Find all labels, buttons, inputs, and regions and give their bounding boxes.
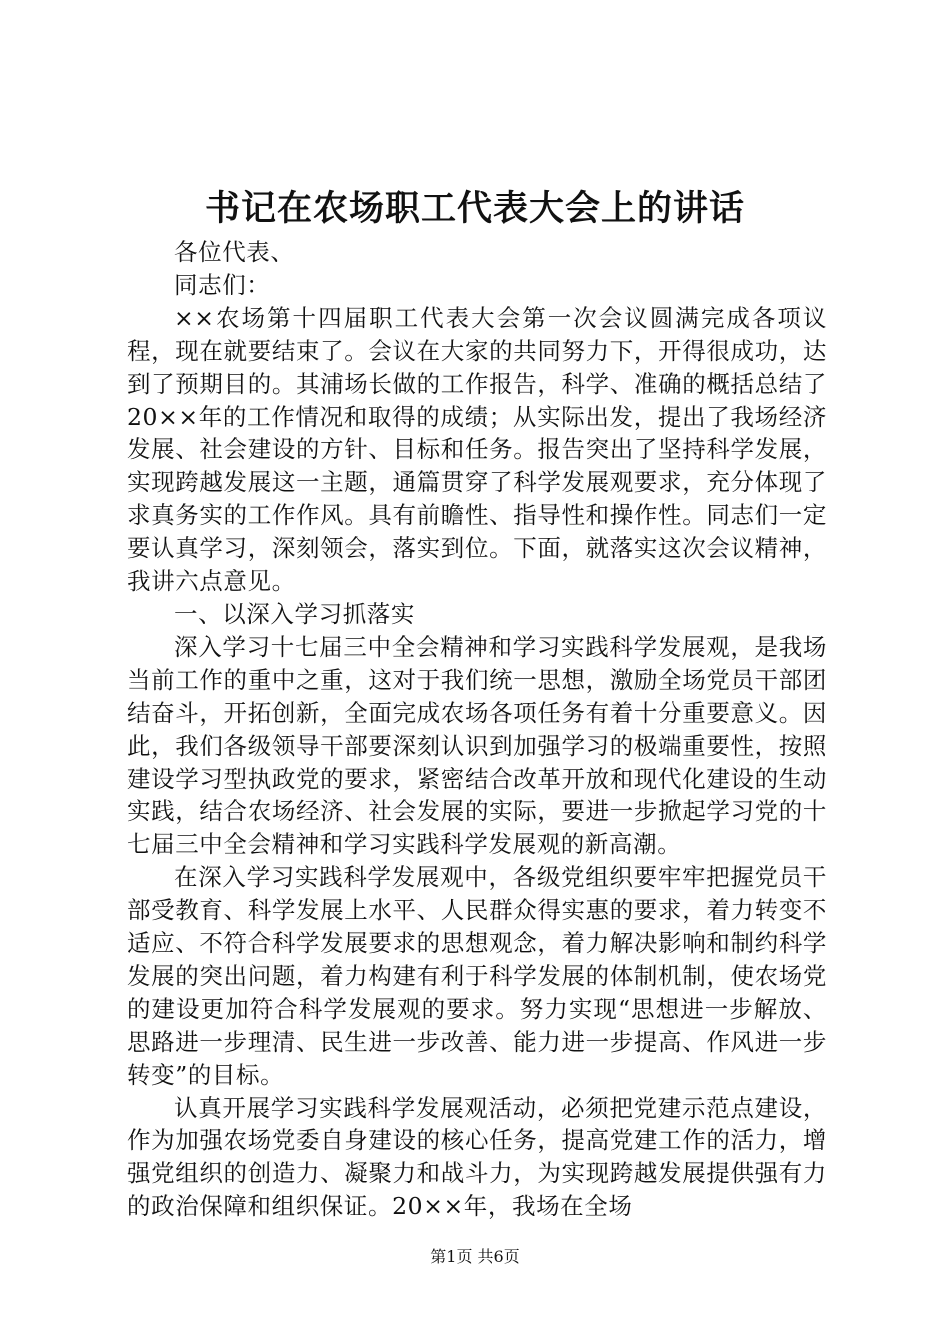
document-title: 书记在农场职工代表大会上的讲话 xyxy=(204,188,745,229)
body-paragraph: 深入学习十七届三中全会精神和学习实践科学发展观，是我场当前工作的重中之重，这对于我们统一思想，激励全场党员干部团结奋斗，开拓创新，全面完成农场各项任务有着十分重要意义。因此，我们各级领导干部要深刻认识到加强学习的极端重要性，按照建设学习型执政党的要求，紧密结合改革开放和现代化建设的生动实践，结合农场经济、社会发展的实际，要进一步掀起学习党的十七届三中全会精神和学习实践科学发展观的新高潮。 xyxy=(127,632,827,859)
page-number-footer: 第1页 共6页 xyxy=(430,1247,520,1266)
body-paragraph: ××农场第十四届职工代表大会第一次会议圆满完成各项议程，现在就要结束了。会议在大家的共同努力下，开得很成功，达到了预期目的。其浦场长做的工作报告，科学、准确的概括总结了20××年的工作情况和取得的成绩；从实际出发，提出了我场经济发展、社会建设的方针、目标和任务。报告突出了坚持科学发展，实现跨越发展这一主题，通篇贯穿了科学发展观要求，充分体现了求真务实的工作作风。具有前瞻性、指导性和操作性。同志们一定要认真学习，深刻领会，落实到位。下面，就落实这次会议精神，我讲六点意见。 xyxy=(127,303,827,596)
section-heading: 一、以深入学习抓落实 xyxy=(174,599,415,628)
salutation-line-1: 各位代表、 xyxy=(174,238,295,266)
body-paragraph: 认真开展学习实践科学发展观活动，必须把党建示范点建设，作为加强农场党委自身建设的核心任务，提高党建工作的活力，增强党组织的创造力、凝聚力和战斗力，为实现跨越发展提供强有力的政治保障和组织保证。20××年，我场在全场 xyxy=(127,1093,827,1221)
document-body xyxy=(127,236,827,1223)
salutation-line-2: 同志们： xyxy=(174,270,271,299)
body-paragraph: 在深入学习实践科学发展观中，各级党组织要牢牢把握党员干部受教育、科学发展上水平、人民群众得实惠的要求，着力转变不适应、不符合科学发展要求的思想观念，着力解决影响和制约科学发展的突出问题，着力构建有利于科学发展的体制机制，使农场党的建设更加符合科学发展观的要求。努力实现“思想进一步解放、思路进一步理清、民生进一步改善、能力进一步提高、作风进一步转变”的目标。 xyxy=(127,863,827,1089)
